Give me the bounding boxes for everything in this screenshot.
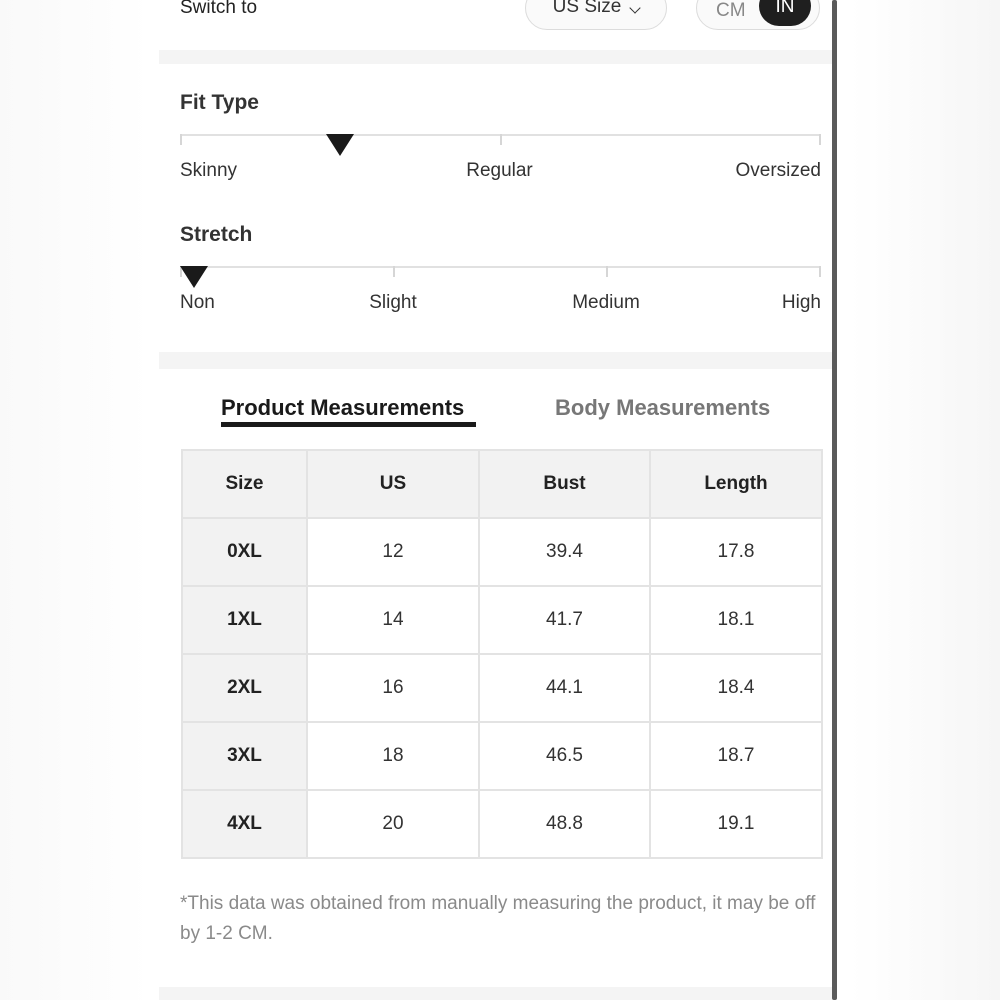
bust-cell: 44.1 bbox=[479, 654, 650, 722]
us-cell: 18 bbox=[307, 722, 479, 790]
size-cell: 2XL bbox=[182, 654, 307, 722]
length-cell: 18.1 bbox=[650, 586, 822, 654]
size-cell: 4XL bbox=[182, 790, 307, 858]
size-cell: 1XL bbox=[182, 586, 307, 654]
stretch-scale bbox=[180, 260, 821, 320]
measurement-table bbox=[181, 449, 823, 859]
scale-track bbox=[180, 266, 821, 268]
fit-type-title: Fit Type bbox=[180, 91, 259, 114]
size-system-dropdown[interactable] bbox=[525, 0, 667, 30]
measurements-card bbox=[159, 369, 832, 987]
length-cell: 18.7 bbox=[650, 722, 822, 790]
fit-card bbox=[159, 64, 832, 352]
fit-type-label-skinny: Skinny bbox=[180, 160, 238, 181]
scale-tick bbox=[606, 266, 608, 277]
unit-option-in[interactable]: IN bbox=[759, 0, 811, 26]
size-system-value: US Size bbox=[552, 0, 622, 17]
column-header-us: US bbox=[307, 450, 479, 518]
length-cell: 19.1 bbox=[650, 790, 822, 858]
tab-body-measurements[interactable]: Body Measurements bbox=[555, 395, 771, 420]
fit-type-label-oversized: Oversized bbox=[735, 160, 821, 181]
switch-to-label: Switch to bbox=[180, 0, 258, 18]
us-cell: 14 bbox=[307, 586, 479, 654]
column-header-bust: Bust bbox=[479, 450, 650, 518]
scrollbar[interactable] bbox=[832, 0, 837, 1000]
column-header-size: Size bbox=[182, 450, 307, 518]
stretch-marker-icon bbox=[180, 266, 208, 288]
length-cell: 17.8 bbox=[650, 518, 822, 586]
table-row bbox=[182, 518, 822, 586]
stretch-label-slight: Slight bbox=[369, 292, 417, 313]
measurement-disclaimer: *This data was obtained from manually measuring the product, it may be off by 1-2 CM. bbox=[180, 893, 816, 944]
table-row bbox=[182, 790, 822, 858]
us-cell: 12 bbox=[307, 518, 479, 586]
chevron-down-icon bbox=[630, 2, 641, 13]
us-cell: 16 bbox=[307, 654, 479, 722]
table-header-row bbox=[182, 450, 822, 518]
column-header-length: Length bbox=[650, 450, 822, 518]
tab-product-measurements[interactable]: Product Measurements bbox=[221, 395, 465, 420]
unit-toggle[interactable] bbox=[696, 0, 820, 30]
scale-tick bbox=[819, 134, 821, 145]
scale-tick bbox=[500, 134, 502, 145]
unit-switch-card bbox=[159, 0, 832, 50]
scale-tick bbox=[819, 266, 821, 277]
table-row bbox=[182, 586, 822, 654]
us-cell: 20 bbox=[307, 790, 479, 858]
scale-tick bbox=[180, 134, 182, 145]
table-row bbox=[182, 654, 822, 722]
active-tab-underline bbox=[221, 422, 476, 427]
fit-type-scale bbox=[180, 128, 821, 188]
table-row bbox=[182, 722, 822, 790]
bust-cell: 39.4 bbox=[479, 518, 650, 586]
size-cell: 3XL bbox=[182, 722, 307, 790]
fit-type-label-regular: Regular bbox=[466, 160, 533, 181]
stretch-label-non: Non bbox=[180, 292, 215, 313]
stretch-title: Stretch bbox=[180, 223, 253, 246]
size-cell: 0XL bbox=[182, 518, 307, 586]
bust-cell: 48.8 bbox=[479, 790, 650, 858]
unit-option-cm[interactable]: CM bbox=[716, 0, 746, 21]
fit-type-marker-icon bbox=[326, 134, 354, 156]
bust-cell: 46.5 bbox=[479, 722, 650, 790]
length-cell: 18.4 bbox=[650, 654, 822, 722]
stretch-label-high: High bbox=[781, 292, 821, 313]
scale-tick bbox=[393, 266, 395, 277]
stretch-label-medium: Medium bbox=[572, 292, 640, 313]
bust-cell: 41.7 bbox=[479, 586, 650, 654]
